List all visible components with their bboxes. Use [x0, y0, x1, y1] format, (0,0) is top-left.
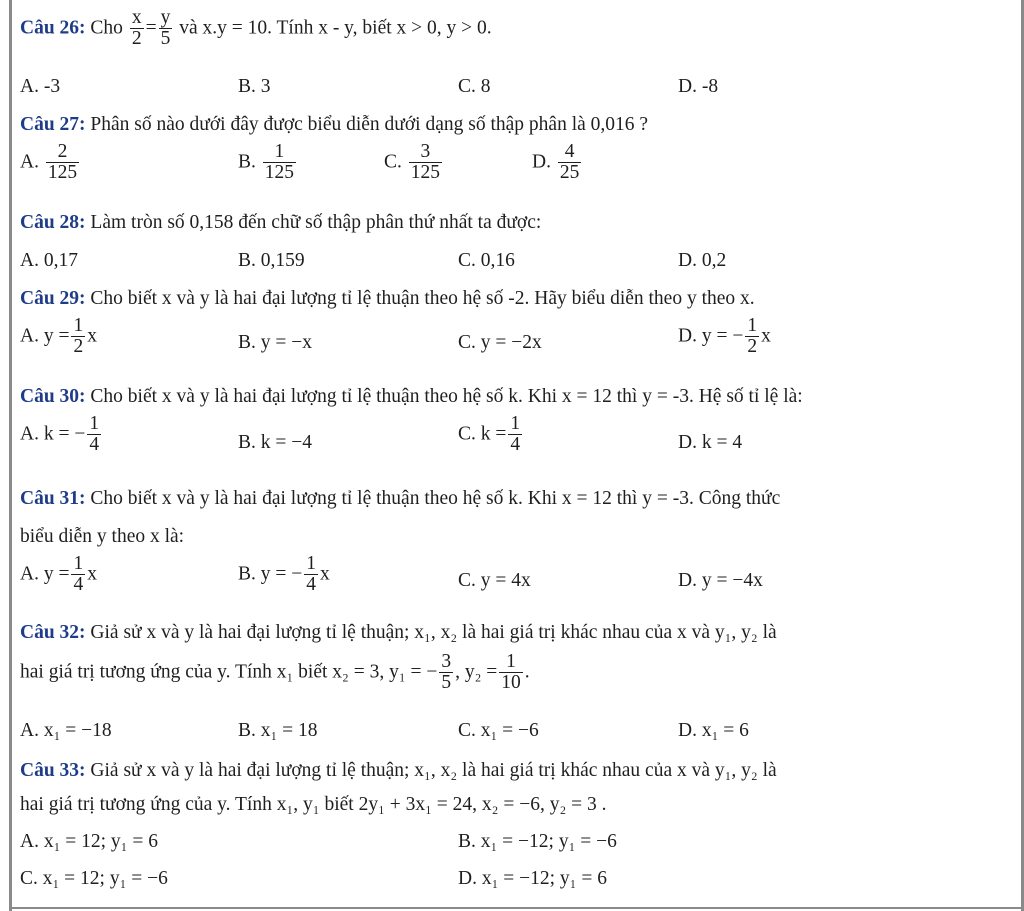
question-text: Phân số nào dưới đây được biểu diễn dưới dạng số thập phân là 0,016 ?	[90, 114, 649, 135]
question-31	[20, 488, 780, 510]
option-a[interactable]: A. x₁ = −18	[20, 720, 112, 741]
numerator: 4	[564, 141, 575, 162]
denominator: 5	[160, 28, 171, 50]
fraction	[304, 554, 318, 596]
question-text: hai giá trị tương ứng của y. Tính x₁, y₁ biết 2y₁ + 3x₁ = 24, x₂ = −6, y₂ = 3 .	[20, 794, 607, 815]
page-border-left	[9, 0, 12, 911]
numerator: y	[160, 7, 171, 28]
option-c[interactable]	[384, 142, 444, 184]
option-label: C.	[458, 423, 476, 445]
option-b[interactable]: B. 3	[238, 76, 271, 97]
denominator: 4	[89, 434, 100, 456]
question-text: Cho biết x và y là hai đại lượng tỉ lệ thuận theo hệ số k. Khi x = 12 thì y = -3. Hệ số tỉ lệ là:	[90, 386, 803, 407]
numerator: 1	[510, 413, 521, 434]
option-label: A.	[20, 151, 39, 173]
numerator: 1	[89, 413, 100, 434]
expression: x	[87, 563, 97, 585]
numerator: 3	[441, 651, 452, 672]
question-32-line-2	[20, 652, 530, 694]
fraction-y-over-5	[159, 8, 173, 50]
option-c[interactable]: C. y = −2x	[458, 332, 542, 353]
fraction	[558, 142, 582, 184]
expression: x	[87, 325, 97, 347]
option-a[interactable]	[20, 414, 103, 456]
fraction-x-over-2	[130, 8, 144, 50]
question-31-line-2	[20, 526, 184, 548]
numerator: 1	[506, 651, 516, 672]
question-number: Câu 33:	[20, 760, 86, 781]
expression: k = −	[43, 423, 86, 445]
question-number: Câu 31:	[20, 488, 86, 509]
fraction	[499, 652, 523, 694]
option-c[interactable]: C. 8	[458, 76, 491, 97]
option-c[interactable]: C. x₁ = −6	[458, 720, 539, 741]
option-d[interactable]: D. k = 4	[678, 432, 743, 453]
option-label: A.	[20, 563, 39, 585]
option-a[interactable]	[20, 316, 97, 358]
option-a[interactable]: A. -3	[20, 76, 61, 97]
question-33	[20, 760, 777, 782]
denominator: 125	[410, 162, 441, 184]
option-label: C.	[384, 151, 402, 173]
question-28	[20, 212, 541, 234]
option-label: B.	[238, 563, 256, 585]
denominator: 25	[559, 162, 580, 184]
equals-sign: =	[145, 17, 157, 39]
denominator: 2	[131, 28, 142, 50]
option-label: D.	[678, 325, 697, 347]
expression: y =	[43, 325, 70, 347]
option-a[interactable]	[20, 554, 97, 596]
denominator: 125	[264, 162, 295, 184]
denominator: 4	[306, 574, 317, 596]
expression: x	[320, 563, 330, 585]
denominator: 2	[73, 336, 84, 358]
option-b[interactable]: B. x₁ = 18	[238, 720, 318, 741]
question-text: Cho	[90, 17, 123, 39]
option-b[interactable]: B. 0,159	[238, 250, 305, 271]
option-label: A.	[20, 423, 39, 445]
fraction	[439, 652, 453, 694]
page-border-bottom	[9, 907, 1024, 909]
option-d[interactable]	[532, 142, 583, 184]
denominator: 125	[47, 162, 78, 184]
option-c[interactable]	[458, 414, 524, 456]
expression: y = −	[260, 563, 303, 585]
option-b[interactable]	[238, 554, 330, 596]
expression: .	[524, 661, 530, 683]
question-number: Câu 26:	[20, 17, 86, 39]
question-text: hai giá trị tương ứng của y. Tính x₁ biết x₂ = 3, y₁ = −	[20, 661, 438, 683]
expression: y = −	[701, 325, 744, 347]
numerator: 3	[420, 141, 431, 162]
question-text: Làm tròn số 0,158 đến chữ số thập phân thứ nhất ta được:	[90, 212, 542, 233]
question-text: Giả sử x và y là hai đại lượng tỉ lệ thuận; x₁, x₂ là hai giá trị khác nhau của x và y₁, y₂ là	[90, 760, 777, 781]
option-label: B.	[238, 151, 256, 173]
expression: x	[761, 325, 771, 347]
numerator: 1	[73, 315, 84, 336]
numerator: 2	[57, 141, 68, 162]
option-a[interactable]: A. x₁ = 12; y₁ = 6	[20, 831, 158, 852]
denominator: 10	[501, 672, 521, 694]
option-b[interactable]: B. k = −4	[238, 432, 313, 453]
expression: , y₂ =	[455, 661, 498, 683]
expression: k =	[480, 423, 507, 445]
fraction	[71, 316, 85, 358]
option-d[interactable]: D. -8	[678, 76, 719, 97]
question-30	[20, 386, 803, 408]
fraction	[263, 142, 296, 184]
denominator: 2	[747, 336, 758, 358]
option-b[interactable]: B. x₁ = −12; y₁ = −6	[458, 831, 617, 852]
option-label: D.	[532, 151, 551, 173]
option-d[interactable]	[678, 316, 771, 358]
option-d[interactable]: D. 0,2	[678, 250, 727, 271]
question-number: Câu 29:	[20, 288, 86, 309]
question-32	[20, 622, 777, 644]
option-c[interactable]: C. y = 4x	[458, 570, 531, 591]
numerator: 1	[306, 553, 317, 574]
question-29	[20, 288, 755, 310]
fraction	[71, 554, 85, 596]
question-text: Cho biết x và y là hai đại lượng tỉ lệ thuận theo hệ số -2. Hãy biểu diễn theo y theo x.	[90, 288, 755, 309]
numerator: 1	[747, 315, 758, 336]
question-text: Cho biết x và y là hai đại lượng tỉ lệ thuận theo hệ số k. Khi x = 12 thì y = -3. Công thức	[90, 488, 781, 509]
option-d[interactable]: D. x₁ = −12; y₁ = 6	[458, 868, 607, 889]
fraction	[409, 142, 442, 184]
option-d[interactable]: D. x₁ = 6	[678, 720, 749, 741]
numerator: x	[131, 7, 142, 28]
option-c[interactable]: C. x₁ = 12; y₁ = −6	[20, 868, 168, 889]
fraction	[745, 316, 759, 358]
denominator: 4	[510, 434, 521, 456]
fraction	[46, 142, 79, 184]
question-26	[20, 8, 492, 50]
question-number: Câu 28:	[20, 212, 86, 233]
option-a[interactable]: A. 0,17	[20, 250, 78, 271]
denominator: 4	[73, 574, 84, 596]
question-text: Giả sử x và y là hai đại lượng tỉ lệ thuận; x₁, x₂ là hai giá trị khác nhau của x và y₁, y₂ là	[90, 622, 777, 643]
question-number: Câu 30:	[20, 386, 86, 407]
question-text: biểu diễn y theo x là:	[20, 526, 185, 547]
option-a[interactable]	[20, 142, 81, 184]
question-number: Câu 32:	[20, 622, 86, 643]
option-label: A.	[20, 325, 39, 347]
question-text: và x.y = 10. Tính x - y, biết x > 0, y > 0.	[179, 17, 492, 39]
question-27	[20, 114, 648, 136]
question-number: Câu 27:	[20, 114, 86, 135]
numerator: 1	[274, 141, 285, 162]
option-d[interactable]: D. y = −4x	[678, 570, 763, 591]
fraction	[508, 414, 522, 456]
numerator: 1	[73, 553, 84, 574]
question-33-line-2	[20, 794, 607, 816]
expression: y =	[43, 563, 70, 585]
option-b[interactable]: B. y = −x	[238, 332, 313, 353]
option-b[interactable]	[238, 142, 298, 184]
option-c[interactable]: C. 0,16	[458, 250, 515, 271]
fraction	[87, 414, 101, 456]
denominator: 5	[441, 672, 452, 694]
